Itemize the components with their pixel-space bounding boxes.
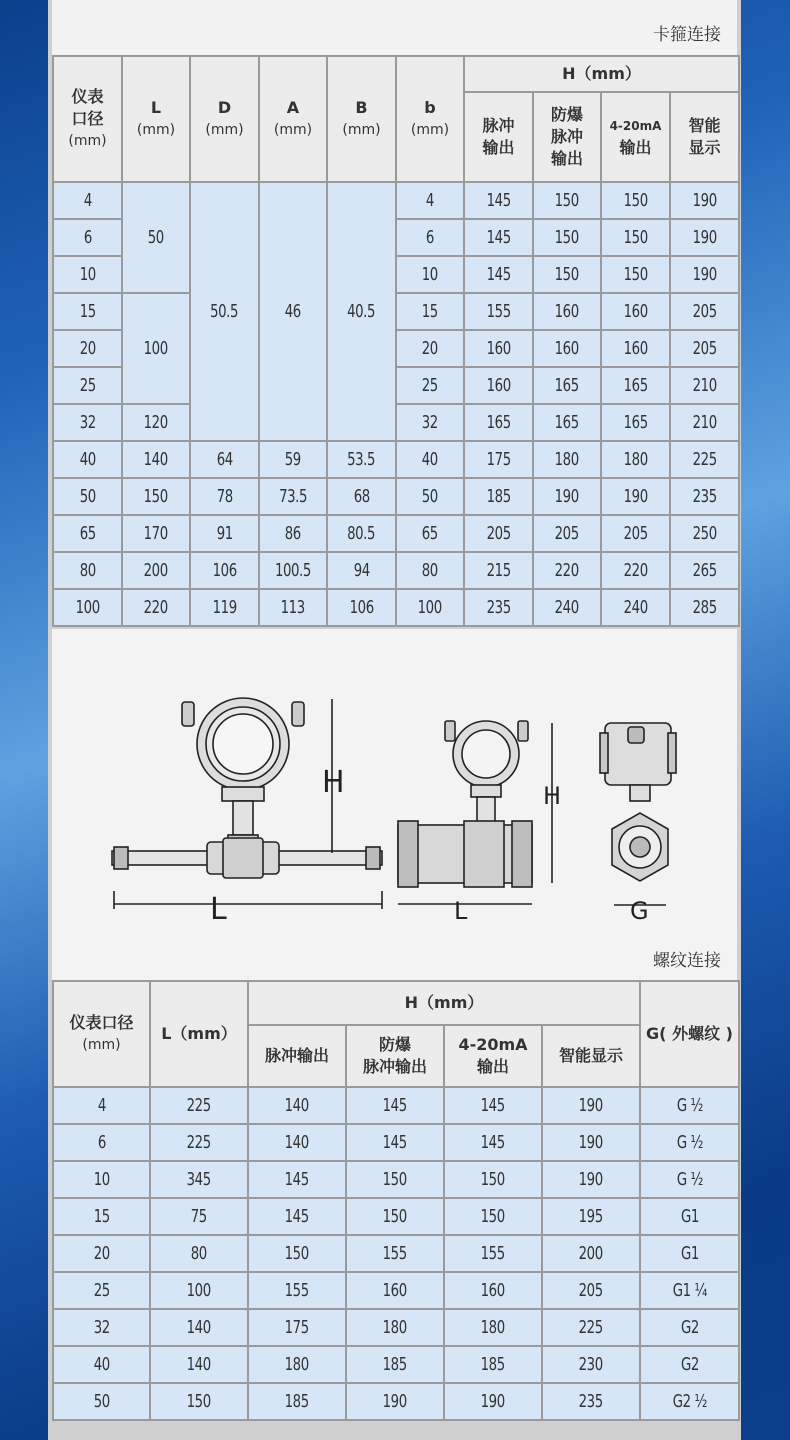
cell-diameter: 6 (53, 219, 122, 256)
cell-b: 20 (396, 330, 464, 367)
cell-h: 150 (248, 1235, 346, 1272)
cell-G: G1 ¼ (640, 1272, 739, 1309)
cell-A: 86 (259, 515, 327, 552)
cell-h: 155 (464, 293, 533, 330)
cell-h: 205 (670, 330, 739, 367)
cell-h: 190 (444, 1383, 542, 1420)
cell-h: 195 (542, 1198, 640, 1235)
cell-B: 53.5 (327, 441, 396, 478)
cell-G: G2 (640, 1309, 739, 1346)
cell-L: 80 (150, 1235, 248, 1272)
cell-h: 165 (533, 367, 601, 404)
cell-h: 225 (542, 1309, 640, 1346)
cell-h: 190 (670, 219, 739, 256)
table-row (53, 478, 739, 515)
cell-B: 94 (327, 552, 396, 589)
cell-A: 73.5 (259, 478, 327, 515)
cell-h: 180 (601, 441, 670, 478)
header-b: b (mm) (396, 56, 464, 182)
dim-label-H-middle: H (543, 782, 562, 810)
cell-h: 185 (464, 478, 533, 515)
header-L: L (mm) (122, 56, 190, 182)
cell-L: 140 (122, 441, 190, 478)
cell-h: 205 (542, 1272, 640, 1309)
cell-diameter: 40 (53, 441, 122, 478)
cell-h: 235 (542, 1383, 640, 1420)
cell-diameter: 20 (53, 330, 122, 367)
cell-D: 50.5 (190, 182, 259, 441)
cell-diameter: 32 (53, 404, 122, 441)
cell-h: 165 (601, 367, 670, 404)
meter-head-middle-icon (445, 721, 528, 827)
cell-h: 160 (533, 330, 601, 367)
cell-h: 205 (533, 515, 601, 552)
thread-table-body (53, 1087, 739, 1420)
cell-diameter: 40 (53, 1346, 150, 1383)
cell-diameter: 4 (53, 182, 122, 219)
clamp-dimension-table (52, 55, 740, 627)
cell-diameter: 10 (53, 1161, 150, 1198)
cell-diameter: 20 (53, 1235, 150, 1272)
cell-h: 145 (444, 1087, 542, 1124)
cell-diameter: 50 (53, 478, 122, 515)
table-row (53, 1346, 739, 1383)
section-clamp-header (52, 0, 737, 55)
cell-h: 285 (670, 589, 739, 626)
cell-diameter: 15 (53, 1198, 150, 1235)
cell-h: 145 (248, 1161, 346, 1198)
cell-h: 225 (670, 441, 739, 478)
dim-label-G: G (630, 897, 649, 925)
cell-G: G ½ (640, 1161, 739, 1198)
cell-h: 240 (533, 589, 601, 626)
cell-b: 50 (396, 478, 464, 515)
cell-D: 91 (190, 515, 259, 552)
cell-h: 160 (533, 293, 601, 330)
pipe-middle-icon (398, 821, 532, 887)
cell-G: G1 (640, 1235, 739, 1272)
cell-h: 190 (670, 256, 739, 293)
cell-h: 190 (542, 1087, 640, 1124)
header-H-2: H（mm） (248, 981, 640, 1025)
header-h2-smart: 智能显示 (542, 1025, 640, 1087)
cell-h: 265 (670, 552, 739, 589)
cell-L: 100 (122, 293, 190, 404)
cell-h: 165 (601, 404, 670, 441)
cell-h: 140 (248, 1124, 346, 1161)
cell-L: 345 (150, 1161, 248, 1198)
cell-h: 210 (670, 404, 739, 441)
header-h2-pulse: 脉冲输出 (248, 1025, 346, 1087)
cell-L: 50 (122, 182, 190, 293)
cell-diameter: 4 (53, 1087, 150, 1124)
header-h-explosion-proof: 防爆 脉冲 输出 (533, 92, 601, 182)
cell-diameter: 65 (53, 515, 122, 552)
cell-h: 160 (601, 293, 670, 330)
cell-h: 235 (670, 478, 739, 515)
table-row (53, 182, 739, 219)
cell-D: 106 (190, 552, 259, 589)
header-B: B (mm) (327, 56, 396, 182)
dim-label-L-left: L (210, 892, 227, 927)
cell-h: 145 (346, 1124, 444, 1161)
cell-diameter: 25 (53, 1272, 150, 1309)
header-A: A (mm) (259, 56, 327, 182)
cell-h: 160 (464, 330, 533, 367)
cell-A: 46 (259, 182, 327, 441)
cell-h: 150 (533, 256, 601, 293)
table-row (53, 293, 739, 330)
cell-D: 119 (190, 589, 259, 626)
cell-h: 205 (601, 515, 670, 552)
cell-B: 106 (327, 589, 396, 626)
cell-L: 140 (150, 1346, 248, 1383)
cell-h: 145 (464, 182, 533, 219)
table-row (53, 1272, 739, 1309)
header-h2-4-20ma: 4-20mA 输出 (444, 1025, 542, 1087)
cell-h: 150 (601, 256, 670, 293)
cell-h: 150 (533, 182, 601, 219)
cell-h: 140 (248, 1087, 346, 1124)
cell-diameter: 80 (53, 552, 122, 589)
cell-h: 150 (444, 1198, 542, 1235)
cell-h: 165 (533, 404, 601, 441)
cell-h: 220 (533, 552, 601, 589)
cell-h: 190 (346, 1383, 444, 1420)
cell-h: 160 (464, 367, 533, 404)
table-row (53, 515, 739, 552)
header-h-pulse: 脉冲 输出 (464, 92, 533, 182)
table-row (53, 441, 739, 478)
cell-h: 150 (601, 182, 670, 219)
meter-side-view-icon (600, 723, 676, 881)
cell-diameter: 100 (53, 589, 122, 626)
table-row (53, 1198, 739, 1235)
cell-b: 32 (396, 404, 464, 441)
cell-b: 6 (396, 219, 464, 256)
cell-diameter: 32 (53, 1309, 150, 1346)
cell-h: 145 (464, 219, 533, 256)
table-row (53, 1383, 739, 1420)
cell-h: 235 (464, 589, 533, 626)
cell-D: 78 (190, 478, 259, 515)
cell-L: 200 (122, 552, 190, 589)
cell-h: 190 (601, 478, 670, 515)
cell-h: 160 (346, 1272, 444, 1309)
cell-h: 250 (670, 515, 739, 552)
clamp-table-body (53, 182, 739, 626)
cell-diameter: 25 (53, 367, 122, 404)
cell-L: 170 (122, 515, 190, 552)
cell-h: 180 (444, 1309, 542, 1346)
cell-diameter: 15 (53, 293, 122, 330)
cell-h: 150 (601, 219, 670, 256)
header-H: H（mm） (464, 56, 739, 92)
spec-sheet-panel (48, 0, 741, 1440)
dim-label-H-left: H (322, 765, 345, 800)
cell-b: 15 (396, 293, 464, 330)
cell-h: 190 (542, 1161, 640, 1198)
cell-b: 25 (396, 367, 464, 404)
cell-L: 225 (150, 1087, 248, 1124)
cell-h: 180 (533, 441, 601, 478)
table-row (53, 1124, 739, 1161)
cell-G: G2 ½ (640, 1383, 739, 1420)
cell-b: 65 (396, 515, 464, 552)
cell-B: 68 (327, 478, 396, 515)
header-diameter-2: 仪表口径 (mm) (53, 981, 150, 1087)
cell-h: 190 (533, 478, 601, 515)
cell-h: 190 (670, 182, 739, 219)
cell-h: 150 (346, 1161, 444, 1198)
cell-L: 225 (150, 1124, 248, 1161)
dimension-drawing (52, 629, 737, 980)
cell-b: 40 (396, 441, 464, 478)
cell-L: 140 (150, 1309, 248, 1346)
cell-h: 205 (464, 515, 533, 552)
table-row (53, 1235, 739, 1272)
cell-h: 205 (670, 293, 739, 330)
pipe-left-icon (112, 838, 382, 878)
cell-h: 145 (346, 1087, 444, 1124)
cell-h: 240 (601, 589, 670, 626)
cell-h: 160 (601, 330, 670, 367)
header-h2-explosion-proof: 防爆 脉冲输出 (346, 1025, 444, 1087)
cell-h: 175 (464, 441, 533, 478)
table-row (53, 404, 739, 441)
header-h-smart: 智能 显示 (670, 92, 739, 182)
cell-h: 145 (444, 1124, 542, 1161)
header-h-4-20ma: 4-20mA 输出 (601, 92, 670, 182)
header-D: D (mm) (190, 56, 259, 182)
cell-h: 150 (533, 219, 601, 256)
section-title-clamp: 卡箍连接 (653, 25, 721, 45)
cell-h: 215 (464, 552, 533, 589)
cell-b: 4 (396, 182, 464, 219)
cell-h: 200 (542, 1235, 640, 1272)
cell-b: 100 (396, 589, 464, 626)
table-row (53, 1309, 739, 1346)
cell-A: 59 (259, 441, 327, 478)
cell-L: 100 (150, 1272, 248, 1309)
cell-h: 155 (346, 1235, 444, 1272)
cell-L: 75 (150, 1198, 248, 1235)
cell-h: 190 (542, 1124, 640, 1161)
cell-h: 185 (346, 1346, 444, 1383)
cell-L: 150 (150, 1383, 248, 1420)
meter-head-left-icon (182, 698, 304, 845)
cell-diameter: 10 (53, 256, 122, 293)
cell-h: 180 (248, 1346, 346, 1383)
cell-B: 80.5 (327, 515, 396, 552)
dim-label-L-middle: L (454, 897, 468, 925)
cell-h: 165 (464, 404, 533, 441)
cell-G: G1 (640, 1198, 739, 1235)
cell-h: 230 (542, 1346, 640, 1383)
thread-dimension-table (52, 980, 740, 1421)
table-row (53, 589, 739, 626)
cell-h: 210 (670, 367, 739, 404)
cell-G: G ½ (640, 1087, 739, 1124)
cell-h: 160 (444, 1272, 542, 1309)
cell-L: 220 (122, 589, 190, 626)
cell-diameter: 6 (53, 1124, 150, 1161)
cell-h: 145 (248, 1198, 346, 1235)
cell-L: 120 (122, 404, 190, 441)
section-title-thread: 螺纹连接 (653, 951, 721, 971)
header-diameter: 仪表 口径 (mm) (53, 56, 122, 182)
cell-b: 80 (396, 552, 464, 589)
cell-A: 100.5 (259, 552, 327, 589)
header-G: G( 外螺纹 ) (640, 981, 739, 1087)
cell-diameter: 50 (53, 1383, 150, 1420)
cell-G: G2 (640, 1346, 739, 1383)
cell-G: G ½ (640, 1124, 739, 1161)
cell-L: 150 (122, 478, 190, 515)
table-row (53, 1087, 739, 1124)
cell-h: 155 (444, 1235, 542, 1272)
cell-h: 175 (248, 1309, 346, 1346)
cell-h: 185 (248, 1383, 346, 1420)
table-row (53, 1161, 739, 1198)
cell-h: 155 (248, 1272, 346, 1309)
header-L-2: L（mm） (150, 981, 248, 1087)
cell-A: 113 (259, 589, 327, 626)
cell-D: 64 (190, 441, 259, 478)
cell-h: 185 (444, 1346, 542, 1383)
table-row (53, 552, 739, 589)
cell-h: 150 (346, 1198, 444, 1235)
cell-B: 40.5 (327, 182, 396, 441)
cell-b: 10 (396, 256, 464, 293)
cell-h: 150 (444, 1161, 542, 1198)
cell-h: 180 (346, 1309, 444, 1346)
cell-h: 145 (464, 256, 533, 293)
cell-h: 220 (601, 552, 670, 589)
